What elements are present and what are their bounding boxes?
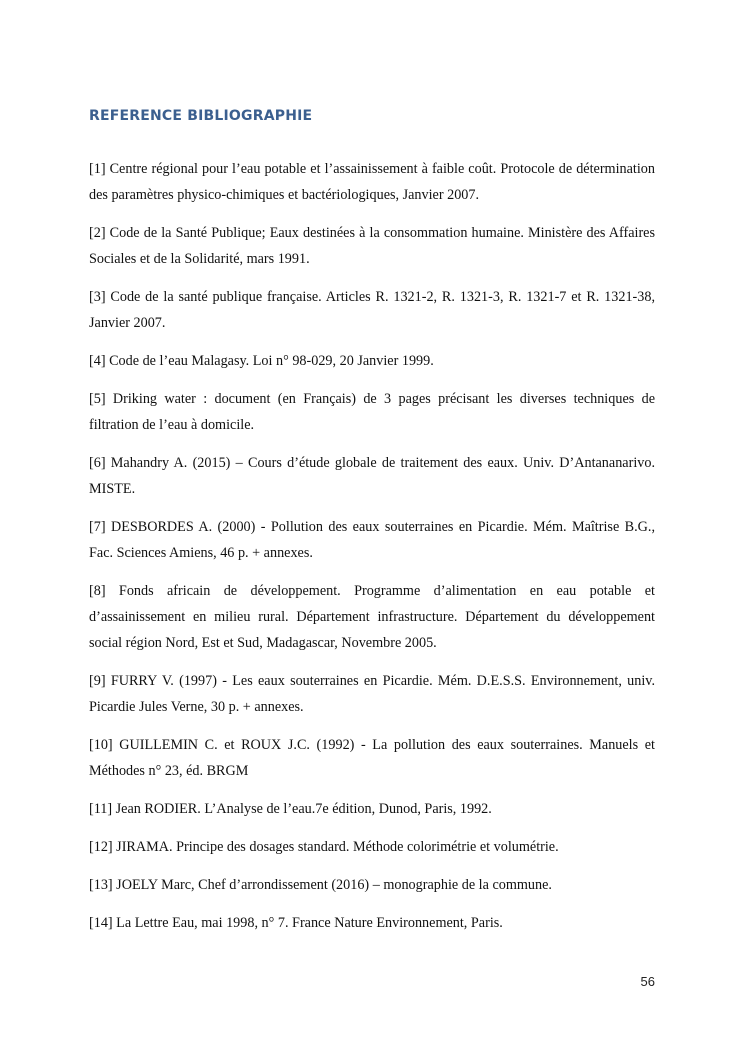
reference-item: [8] Fonds africain de développement. Programme d’alimentation en eau potable et d’assainissement en milieu rural. Département infrastructure. Département du développement social région Nord, Est et Sud, Madagascar, Novembre 2005. xyxy=(89,583,655,651)
page-number: 56 xyxy=(640,974,655,989)
reference-item: [4] Code de l’eau Malagasy. Loi n° 98-029, 20 Janvier 1999. xyxy=(89,353,434,369)
page-title: REFERENCE BIBLIOGRAPHIE xyxy=(89,108,313,124)
reference-item: [1] Centre régional pour l’eau potable et l’assainissement à faible coût. Protocole de détermination des paramètres physico-chimiques et bactériologiques, Janvier 2007. xyxy=(89,161,655,203)
reference-item: [7] DESBORDES A. (2000) - Pollution des eaux souterraines en Picardie. Mém. Maîtrise B.G., Fac. Sciences Amiens, 46 p. + annexes. xyxy=(89,519,655,561)
reference-item: [12] JIRAMA. Principe des dosages standard. Méthode colorimétrie et volumétrie. xyxy=(89,839,559,855)
reference-list xyxy=(89,156,655,948)
reference-item: [2] Code de la Santé Publique; Eaux destinées à la consommation humaine. Ministère des Affaires Sociales et de la Solidarité, mars 1991. xyxy=(89,225,655,267)
reference-item: [9] FURRY V. (1997) - Les eaux souterraines en Picardie. Mém. D.E.S.S. Environnement, univ. Picardie Jules Verne, 30 p. + annexes. xyxy=(89,673,655,715)
reference-item: [3] Code de la santé publique française. Articles R. 1321-2, R. 1321-3, R. 1321-7 et R. 1321-38, Janvier 2007. xyxy=(89,289,655,331)
reference-item: [10] GUILLEMIN C. et ROUX J.C. (1992) - La pollution des eaux souterraines. Manuels et Méthodes n° 23, éd. BRGM xyxy=(89,737,655,779)
reference-item: [6] Mahandry A. (2015) – Cours d’étude globale de traitement des eaux. Univ. D’Antananarivo. MISTE. xyxy=(89,455,655,497)
reference-item: [13] JOELY Marc, Chef d’arrondissement (2016) – monographie de la commune. xyxy=(89,877,552,893)
reference-item: [14] La Lettre Eau, mai 1998, n° 7. France Nature Environnement, Paris. xyxy=(89,915,503,931)
reference-item: [5] Driking water : document (en Français) de 3 pages précisant les diverses techniques de filtration de l’eau à domicile. xyxy=(89,391,655,433)
reference-item: [11] Jean RODIER. L’Analyse de l’eau.7e édition, Dunod, Paris, 1992. xyxy=(89,801,492,817)
